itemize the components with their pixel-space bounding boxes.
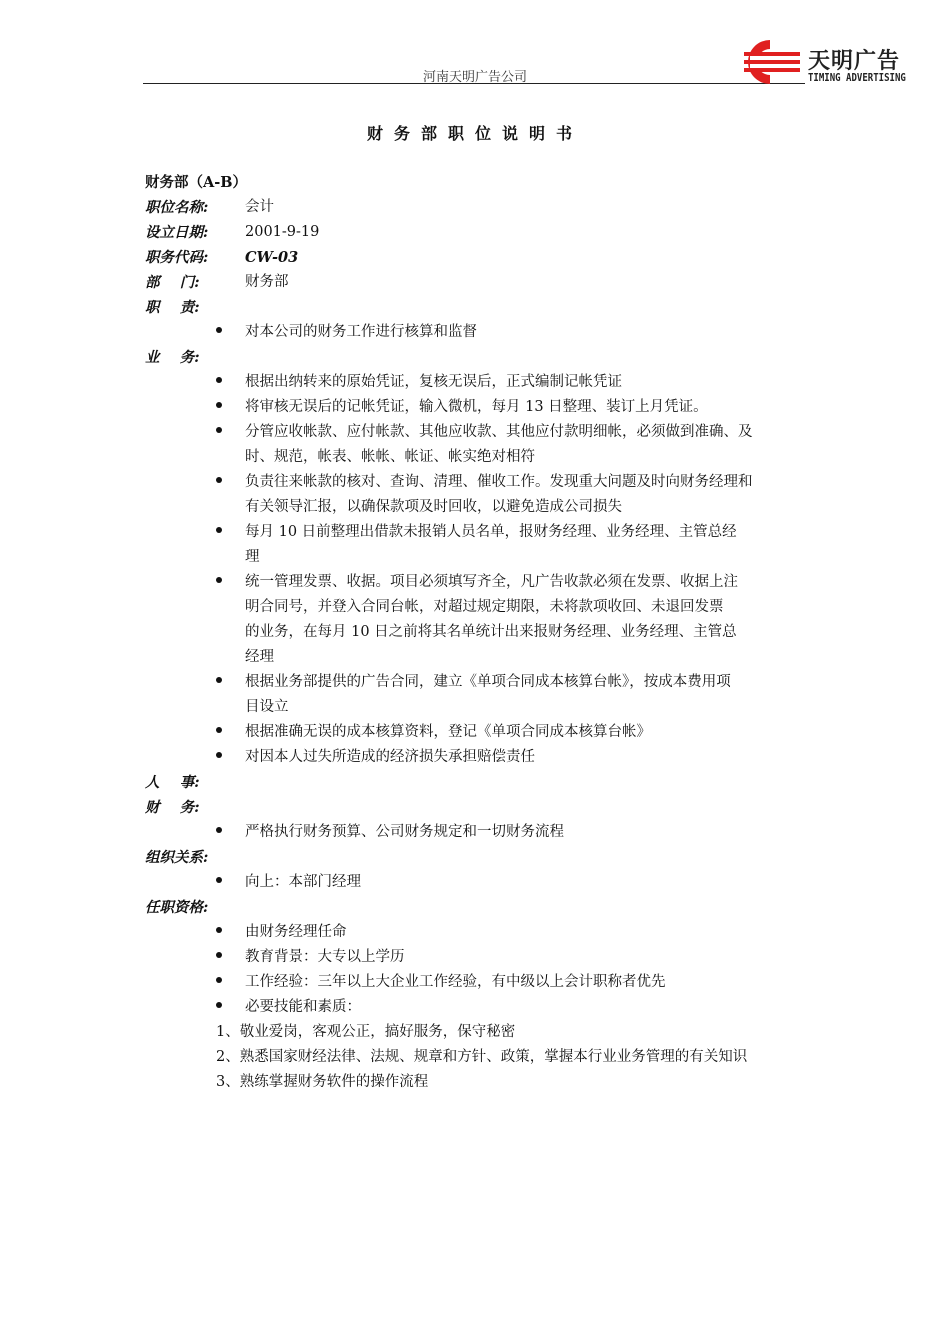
document-title: 财务部职位说明书 — [366, 124, 583, 143]
department-heading: 财务部（A-B） — [145, 174, 248, 191]
business-item-4-line-1: 负责往来帐款的核对、查询、清理、催收工作。发现重大问题及时向财务经理和 — [245, 474, 753, 490]
numbered-skill-3: 3、熟练掌握财务软件的操作流程 — [216, 1074, 429, 1090]
business-item-6-line-4: 经理 — [245, 649, 274, 665]
organization-label: 组织关系: — [145, 849, 209, 866]
business-item-3-line-1: 分管应收帐款、应付帐款、其他应收款、其他应付款明细帐，必须做到准确、及 — [245, 424, 753, 440]
code-value: CW-03 — [245, 249, 299, 266]
qualification-item-3: 工作经验：三年以上大企业工作经验，有中级以上会计职称者优先 — [245, 974, 666, 990]
header-company-name: 河南天明广告公司 — [422, 70, 527, 85]
bullet-icon — [216, 527, 222, 533]
finance-label: 财 务: — [145, 799, 200, 816]
business-item-6-line-2: 明合同号，并登入合同台帐，对超过规定期限，未将款项收回、未退回发票 — [245, 599, 724, 615]
personnel-label: 人 事: — [145, 774, 200, 791]
position-value: 会计 — [245, 199, 274, 215]
organization-item: 向上：本部门经理 — [245, 874, 361, 890]
logo-mark-icon — [730, 38, 802, 86]
business-item-9: 对因本人过失所造成的经济损失承担赔偿责任 — [245, 749, 535, 765]
qualification-item-4: 必要技能和素质： — [245, 999, 361, 1015]
responsibility-label: 职 责: — [145, 299, 200, 316]
bullet-icon — [216, 477, 222, 483]
bullet-icon — [216, 1002, 222, 1008]
dept-value: 财务部 — [245, 274, 289, 290]
qualifications-label: 任职资格: — [145, 899, 209, 916]
business-item-5-line-2: 理 — [245, 549, 260, 565]
bullet-icon — [216, 577, 222, 583]
business-item-2: 将审核无误后的记帐凭证，输入微机，每月 13 日整理、装订上月凭证。 — [245, 399, 708, 415]
date-label: 设立日期: — [145, 224, 209, 241]
bullet-icon — [216, 752, 222, 758]
code-label: 职务代码: — [145, 249, 209, 266]
bullet-icon — [216, 877, 222, 883]
business-item-6-line-3: 的业务，在每月 10 日之前将其名单统计出来报财务经理、业务经理、主管总 — [245, 624, 737, 640]
finance-item: 严格执行财务预算、公司财务规定和一切财务流程 — [245, 824, 564, 840]
business-item-3-line-2: 时、规范，帐表、帐帐、帐证、帐实绝对相符 — [245, 449, 535, 465]
date-value: 2001-9-19 — [245, 224, 320, 240]
business-label: 业 务: — [145, 349, 200, 366]
business-item-8: 根据准确无误的成本核算资料，登记《单项合同成本核算台帐》 — [245, 724, 651, 740]
bullet-icon — [216, 727, 222, 733]
qualification-item-1: 由财务经理任命 — [245, 924, 347, 940]
bullet-icon — [216, 677, 222, 683]
company-logo — [730, 38, 930, 88]
business-item-6-line-1: 统一管理发票、收据。项目必须填写齐全，凡广告收款必须在发票、收据上注 — [245, 574, 738, 590]
business-item-5-line-1: 每月 10 日前整理出借款未报销人员名单，报财务经理、业务经理、主管总经 — [245, 524, 737, 540]
bullet-icon — [216, 402, 222, 408]
business-item-4-line-2: 有关领导汇报，以确保款项及时回收，以避免造成公司损失 — [245, 499, 622, 515]
business-item-7-line-2: 目设立 — [245, 699, 289, 715]
position-label: 职位名称: — [145, 199, 209, 216]
business-item-1: 根据出纳转来的原始凭证，复核无误后，正式编制记帐凭证 — [245, 374, 622, 390]
bullet-icon — [216, 327, 222, 333]
numbered-skill-2: 2、熟悉国家财经法律、法规、规章和方针、政策，掌握本行业业务管理的有关知识 — [216, 1049, 748, 1065]
logo-english-text: TIMING ADVERTISING — [808, 72, 906, 84]
bullet-icon — [216, 952, 222, 958]
numbered-skill-1: 1、敬业爱岗，客观公正，搞好服务，保守秘密 — [216, 1024, 516, 1040]
responsibility-item: 对本公司的财务工作进行核算和监督 — [245, 324, 477, 340]
qualification-item-2: 教育背景：大专以上学历 — [245, 949, 405, 965]
bullet-icon — [216, 377, 222, 383]
bullet-icon — [216, 977, 222, 983]
bullet-icon — [216, 427, 222, 433]
logo-chinese-text: 天明广告 — [808, 49, 901, 74]
bullet-icon — [216, 827, 222, 833]
dept-label: 部 门: — [145, 274, 200, 291]
header-divider — [143, 83, 805, 84]
bullet-icon — [216, 927, 222, 933]
business-item-7-line-1: 根据业务部提供的广告合同，建立《单项合同成本核算台帐》，按成本费用项 — [245, 674, 731, 690]
